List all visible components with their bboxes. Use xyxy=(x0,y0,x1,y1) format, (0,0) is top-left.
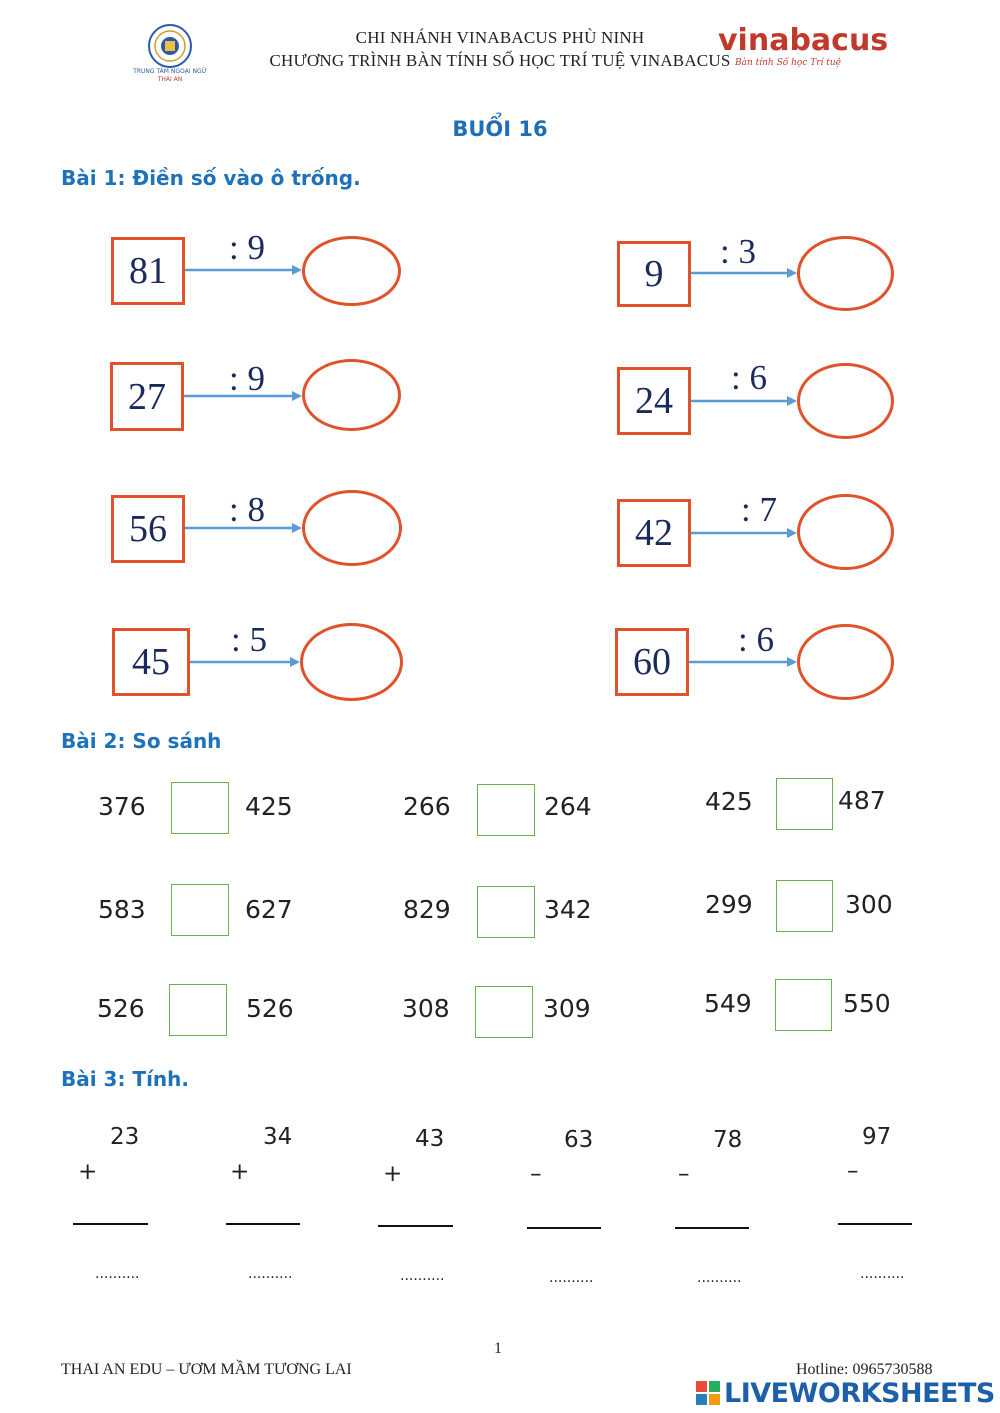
bai3-operator-sign: – xyxy=(530,1161,542,1187)
bai3-operator-sign: + xyxy=(230,1159,250,1185)
bai1-operator-label: : 5 xyxy=(231,620,267,659)
bai1-operator-label: : 8 xyxy=(229,490,265,529)
vinabacus-tagline: Bàn tính Số học Trí tuệ xyxy=(734,58,842,68)
bai2-compare-box[interactable] xyxy=(775,979,832,1031)
bai3-operator-sign: + xyxy=(383,1161,403,1187)
bai2-left-number: 583 xyxy=(98,895,146,924)
bai1-operator-label: : 9 xyxy=(229,359,265,398)
bai2-right-number: 487 xyxy=(838,786,886,815)
bai1-answer-oval[interactable] xyxy=(302,359,401,431)
bai2-right-number: 309 xyxy=(543,994,591,1023)
bai3-top-operand: 34 xyxy=(263,1124,293,1150)
bai3-top-operand: 23 xyxy=(110,1124,140,1150)
bai1-number-box: 27 xyxy=(110,362,184,431)
bai2-heading: Bài 2: So sánh xyxy=(61,729,222,753)
bai1-number-box: 24 xyxy=(617,367,691,435)
bai3-answer-blank[interactable]: .......... xyxy=(400,1268,445,1284)
bai1-number-box: 56 xyxy=(111,495,185,563)
bai1-answer-oval[interactable] xyxy=(300,623,403,701)
bai1-answer-oval[interactable] xyxy=(797,624,894,700)
vinabacus-brand: vinabacus xyxy=(718,23,889,58)
bai1-answer-oval[interactable] xyxy=(797,494,894,570)
bai2-compare-box[interactable] xyxy=(169,984,227,1036)
bai2-left-number: 299 xyxy=(705,890,753,919)
bai3-top-operand: 97 xyxy=(862,1124,892,1150)
bai2-compare-box[interactable] xyxy=(477,784,535,836)
page-number: 1 xyxy=(494,1340,502,1357)
liveworksheets-icon xyxy=(696,1381,720,1405)
bai3-result-line xyxy=(838,1223,912,1225)
logo-caption-1: TRUNG TÂM NGOẠI NGỮ xyxy=(133,68,207,75)
bai1-operator-label: : 3 xyxy=(720,232,756,271)
bai3-operator-sign: – xyxy=(847,1158,859,1184)
bai3-top-operand: 43 xyxy=(415,1126,445,1152)
bai1-answer-oval[interactable] xyxy=(302,236,401,306)
bai2-right-number: 342 xyxy=(544,895,592,924)
bai1-answer-oval[interactable] xyxy=(797,363,894,439)
bai3-answer-blank[interactable]: .......... xyxy=(860,1266,905,1282)
bai3-operator-sign: – xyxy=(678,1161,690,1187)
logo-caption-2: THÁI AN xyxy=(157,76,183,83)
footer-hotline: Hotline: 0965730588 xyxy=(796,1361,933,1378)
bai2-left-number: 425 xyxy=(705,787,753,816)
bai3-result-line xyxy=(378,1225,453,1227)
bai3-operator-sign: + xyxy=(78,1159,98,1185)
bai1-number-box: 60 xyxy=(615,628,689,696)
vinabacus-logo xyxy=(718,23,889,72)
bai2-left-number: 549 xyxy=(704,989,752,1018)
bai1-operator-label: : 7 xyxy=(741,490,777,529)
bai1-answer-oval[interactable] xyxy=(797,236,894,311)
liveworksheets-watermark xyxy=(696,1377,995,1409)
bai3-answer-blank[interactable]: .......... xyxy=(549,1270,594,1286)
bai3-top-operand: 63 xyxy=(564,1127,594,1153)
bai3-answer-blank[interactable]: .......... xyxy=(697,1270,742,1286)
bai2-right-number: 526 xyxy=(246,994,294,1023)
bai1-operator-label: : 6 xyxy=(738,620,774,659)
bai3-result-line xyxy=(675,1227,749,1229)
bai2-left-number: 829 xyxy=(403,895,451,924)
bai1-operator-label: : 9 xyxy=(229,228,265,267)
page-title: BUỔI 16 xyxy=(452,117,548,141)
bai3-answer-blank[interactable]: .......... xyxy=(248,1266,293,1282)
bai2-right-number: 627 xyxy=(245,895,293,924)
bai2-compare-box[interactable] xyxy=(171,884,229,936)
bai2-compare-box[interactable] xyxy=(776,778,833,830)
bai3-result-line xyxy=(226,1223,300,1225)
bai2-right-number: 425 xyxy=(245,792,293,821)
bai2-left-number: 266 xyxy=(403,792,451,821)
bai2-compare-box[interactable] xyxy=(477,886,535,938)
bai2-compare-box[interactable] xyxy=(171,782,229,834)
bai2-compare-box[interactable] xyxy=(776,880,833,932)
header-line-2: CHƯƠNG TRÌNH BÀN TÍNH SỐ HỌC TRÍ TUỆ VINABACUS xyxy=(269,51,731,70)
bai3-top-operand: 78 xyxy=(713,1127,743,1153)
bai2-left-number: 308 xyxy=(402,994,450,1023)
bai1-number-box: 45 xyxy=(112,628,190,696)
liveworksheets-text: LIVEWORKSHEETS xyxy=(724,1377,995,1409)
bai2-right-number: 264 xyxy=(544,792,592,821)
bai2-compare-box[interactable] xyxy=(475,986,533,1038)
bai3-heading: Bài 3: Tính. xyxy=(61,1067,190,1091)
bai2-right-number: 550 xyxy=(843,989,891,1018)
bai1-number-box: 42 xyxy=(617,499,691,567)
bai1-operator-label: : 6 xyxy=(731,358,767,397)
bai3-result-line xyxy=(527,1227,601,1229)
bai1-number-box: 81 xyxy=(111,237,185,305)
bai2-left-number: 526 xyxy=(97,994,145,1023)
header-line-1: CHI NHÁNH VINABACUS PHÙ NINH xyxy=(355,28,645,47)
bai1-answer-oval[interactable] xyxy=(302,490,402,566)
bai1-heading: Bài 1: Điền số vào ô trống. xyxy=(61,166,361,190)
bai3-result-line xyxy=(73,1223,148,1225)
bai2-right-number: 300 xyxy=(845,890,893,919)
bai3-answer-blank[interactable]: .......... xyxy=(95,1266,140,1282)
bai1-number-box: 9 xyxy=(617,241,691,307)
footer-left: THAI AN EDU – ƯƠM MẦM TƯƠNG LAI xyxy=(61,1361,352,1378)
bai2-left-number: 376 xyxy=(98,792,146,821)
